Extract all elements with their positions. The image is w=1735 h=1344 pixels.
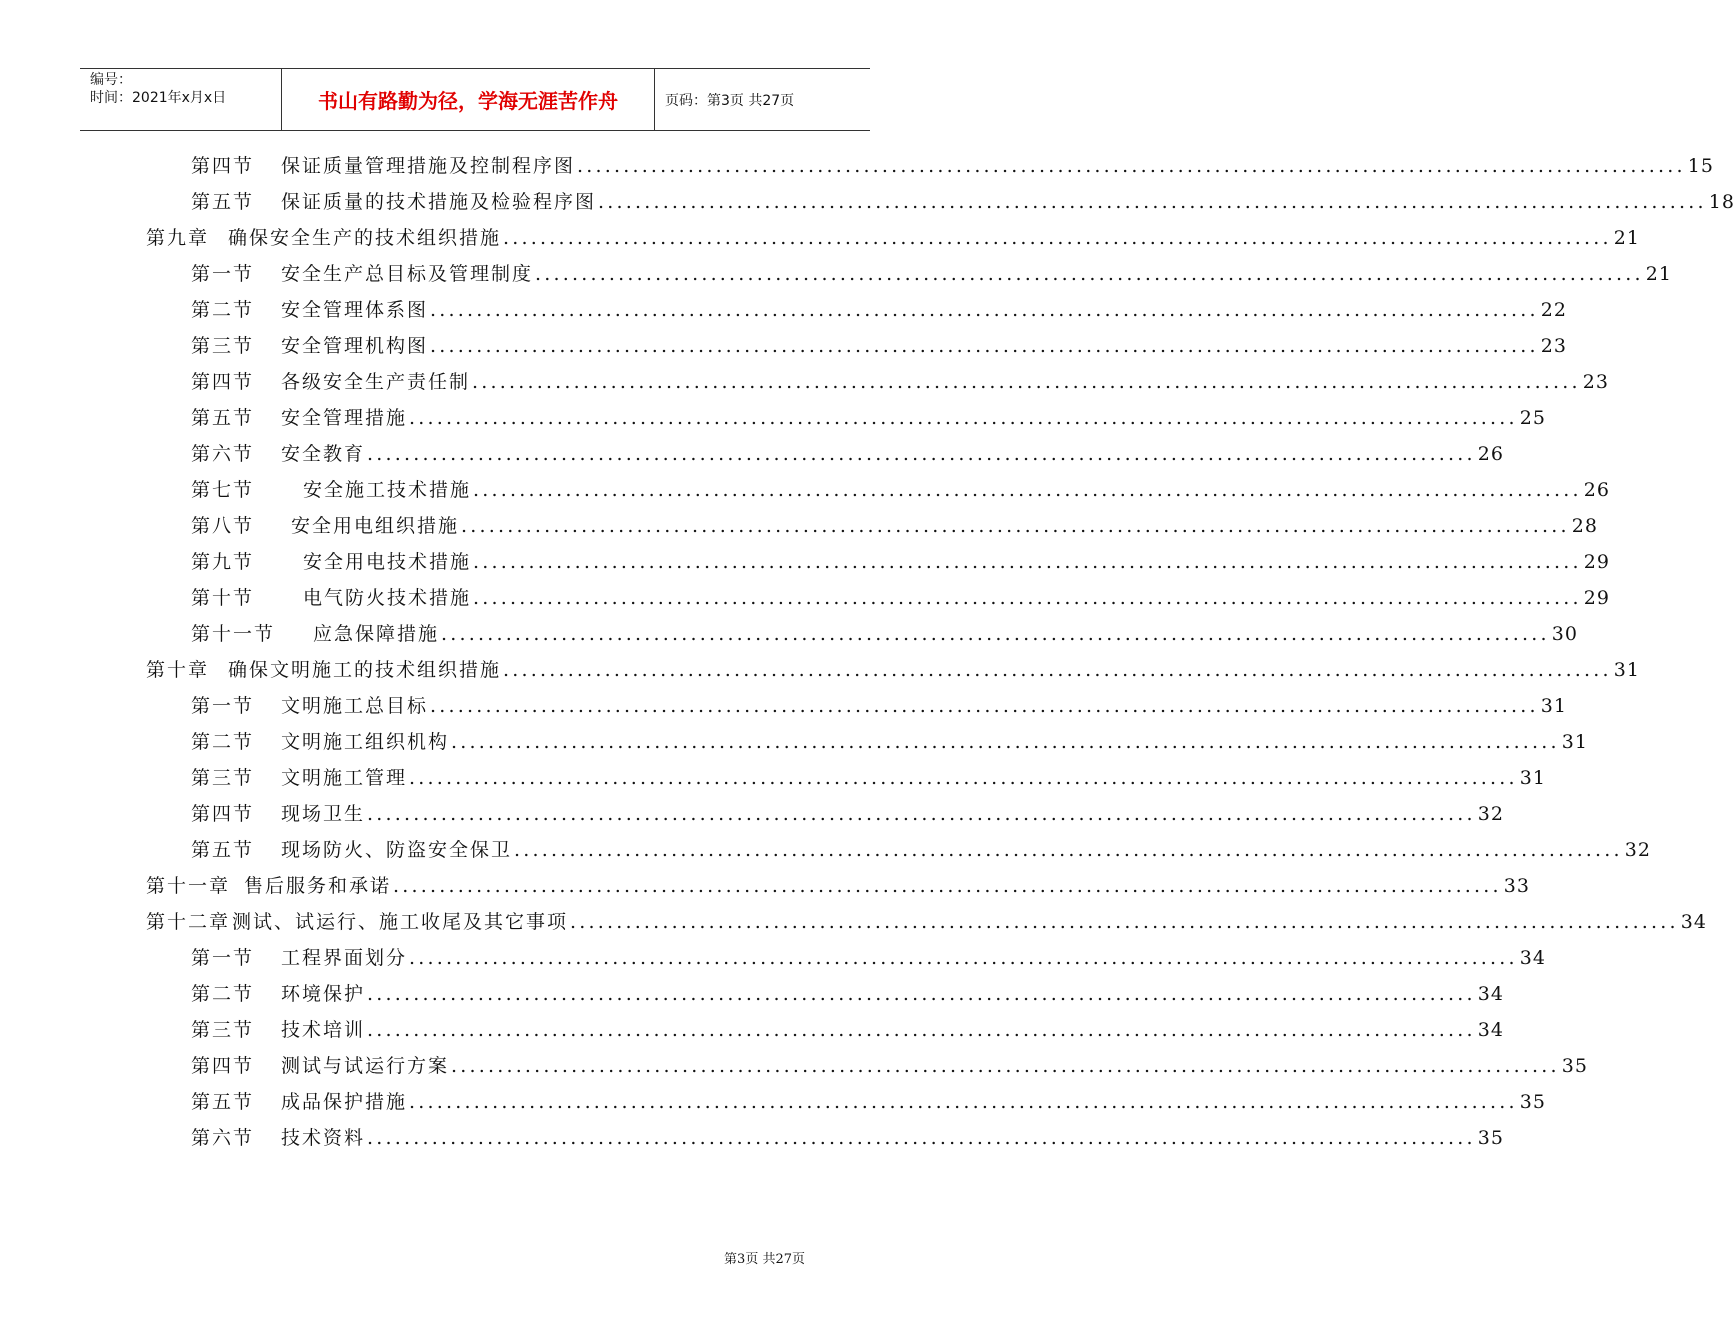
- toc-entry-title: 环境保护: [281, 983, 366, 1005]
- toc-entry-title: 应急保障措施: [313, 623, 440, 645]
- toc-entry[interactable]: [191, 976, 1504, 1012]
- toc-entry-title: 安全教育: [281, 443, 366, 465]
- toc-entry[interactable]: [191, 724, 1588, 760]
- toc-entry-title: 确保文明施工的技术组织措施: [228, 659, 502, 681]
- toc-entry-page: 29: [1583, 551, 1610, 573]
- toc-entry-title: 现场防火、防盗安全保卫: [281, 839, 513, 861]
- toc-leader-dots: ........................................................................................................................: [367, 1127, 1476, 1149]
- toc-leader-dots: ........................................................................................................................: [430, 695, 1539, 717]
- toc-leader-dots: ........................................................................................................................: [473, 551, 1582, 573]
- toc-entry-prefix: 第十一节: [191, 623, 276, 645]
- toc-leader-dots: ........................................................................................................................: [367, 1019, 1476, 1041]
- toc-entry-prefix: 第十章: [146, 659, 210, 681]
- toc-leader-dots: ........................................................................................................................: [598, 191, 1707, 213]
- toc-entry-page: 18: [1708, 191, 1735, 213]
- toc-entry-page: 34: [1680, 911, 1707, 933]
- toc-entry-title: 文明施工总目标: [281, 695, 429, 717]
- toc-entry-page: 31: [1561, 731, 1588, 753]
- toc-entry-prefix: 第五节: [191, 839, 255, 861]
- toc-entry[interactable]: [191, 1048, 1588, 1084]
- toc-entry-title: 安全管理机构图: [281, 335, 429, 357]
- toc-entry[interactable]: [191, 328, 1567, 364]
- toc-entry-title: 工程界面划分: [281, 947, 408, 969]
- toc-entry-title: 保证质量的技术措施及检验程序图: [281, 191, 597, 213]
- toc-entry-prefix: 第六节: [191, 443, 255, 465]
- toc-entry-title: 保证质量管理措施及控制程序图: [281, 155, 576, 177]
- toc-entry-prefix: 第十二章: [146, 911, 231, 933]
- toc-entry-page: 35: [1519, 1091, 1546, 1113]
- toc-entry-title: 安全用电组织措施: [291, 515, 460, 537]
- toc-entry-title: 文明施工组织机构: [281, 731, 450, 753]
- toc-entry-prefix: 第一节: [191, 947, 255, 969]
- toc-entry[interactable]: [191, 616, 1578, 652]
- toc-leader-dots: ........................................................................................................................: [367, 803, 1476, 825]
- toc-entry-page: 32: [1624, 839, 1651, 861]
- toc-entry-page: 15: [1687, 155, 1714, 177]
- toc-entry-title: 各级安全生产责任制: [281, 371, 471, 393]
- toc-entry-page: 25: [1519, 407, 1546, 429]
- toc-entry[interactable]: [191, 508, 1598, 544]
- toc-entry-prefix: 第三节: [191, 767, 255, 789]
- toc-entry[interactable]: [146, 652, 1640, 688]
- toc-entry-title: 安全用电技术措施: [303, 551, 472, 573]
- toc-entry[interactable]: [191, 940, 1546, 976]
- toc-entry-page: 31: [1519, 767, 1546, 789]
- toc-leader-dots: ........................................................................................................................: [409, 947, 1518, 969]
- toc-entry-page: 34: [1519, 947, 1546, 969]
- toc-entry[interactable]: [146, 868, 1530, 904]
- toc-entry-prefix: 第五节: [191, 1091, 255, 1113]
- toc-entry-title: 技术培训: [281, 1019, 366, 1041]
- toc-entry-page: 34: [1477, 983, 1504, 1005]
- toc-entry-prefix: 第一节: [191, 263, 255, 285]
- toc-entry-title: 安全施工技术措施: [303, 479, 472, 501]
- toc-entry-page: 26: [1477, 443, 1504, 465]
- toc-entry-page: 26: [1583, 479, 1610, 501]
- toc-entry-title: 电气防火技术措施: [303, 587, 472, 609]
- toc-entry-page: 21: [1613, 227, 1640, 249]
- toc-entry[interactable]: [146, 904, 1707, 940]
- toc-leader-dots: ........................................................................................................................: [503, 227, 1612, 249]
- toc-entry[interactable]: [191, 760, 1546, 796]
- toc-leader-dots: ........................................................................................................................: [409, 407, 1518, 429]
- toc-entry-prefix: 第二节: [191, 731, 255, 753]
- toc-leader-dots: ........................................................................................................................: [577, 155, 1686, 177]
- toc-entry-page: 31: [1540, 695, 1567, 717]
- toc-entry[interactable]: [191, 580, 1610, 616]
- toc-entry[interactable]: [191, 400, 1546, 436]
- toc-entry-prefix: 第八节: [191, 515, 255, 537]
- toc-entry[interactable]: [191, 688, 1567, 724]
- header-meta: [80, 69, 282, 130]
- toc-entry-prefix: 第二节: [191, 299, 255, 321]
- toc-leader-dots: ........................................................................................................................: [441, 623, 1550, 645]
- toc-entry-page: 35: [1477, 1127, 1504, 1149]
- toc-entry-prefix: 第一节: [191, 695, 255, 717]
- toc-entry-title: 文明施工管理: [281, 767, 408, 789]
- toc-leader-dots: ........................................................................................................................: [430, 299, 1539, 321]
- toc-entry-prefix: 第四节: [191, 803, 255, 825]
- toc-entry-title: 测试、试运行、施工收尾及其它事项: [232, 911, 569, 933]
- toc-entry[interactable]: [191, 436, 1504, 472]
- toc-leader-dots: ........................................................................................................................: [451, 731, 1560, 753]
- toc-entry-prefix: 第四节: [191, 1055, 255, 1077]
- toc-entry-page: 23: [1540, 335, 1567, 357]
- serial-label: 编号：: [90, 72, 132, 88]
- toc-entry-prefix: 第十一章: [146, 875, 231, 897]
- toc-entry-title: 售后服务和承诺: [244, 875, 392, 897]
- toc-entry-prefix: 第三节: [191, 335, 255, 357]
- toc-leader-dots: ........................................................................................................................: [472, 371, 1581, 393]
- toc-entry-prefix: 第六节: [191, 1127, 255, 1149]
- toc-leader-dots: ........................................................................................................................: [409, 1091, 1518, 1113]
- toc-entry-prefix: 第三节: [191, 1019, 255, 1041]
- toc-entry-prefix: 第九节: [191, 551, 255, 573]
- toc-entry-prefix: 第五节: [191, 407, 255, 429]
- toc-entry-page: 28: [1571, 515, 1598, 537]
- toc-entry[interactable]: [191, 832, 1651, 868]
- toc-entry-page: 32: [1477, 803, 1504, 825]
- toc-entry[interactable]: [191, 292, 1567, 328]
- toc-leader-dots: ........................................................................................................................: [514, 839, 1623, 861]
- toc-entry-page: 33: [1503, 875, 1530, 897]
- toc-entry-title: 成品保护措施: [281, 1091, 408, 1113]
- toc-leader-dots: ........................................................................................................................: [430, 335, 1539, 357]
- toc-entry[interactable]: [191, 184, 1735, 220]
- toc-entry-prefix: 第二节: [191, 983, 255, 1005]
- page-header: [80, 68, 870, 131]
- toc-entry-prefix: 第七节: [191, 479, 255, 501]
- toc-entry[interactable]: [191, 544, 1610, 580]
- toc-entry-prefix: 第四节: [191, 155, 255, 177]
- toc-entry[interactable]: [191, 796, 1504, 832]
- toc-entry-title: 安全管理措施: [281, 407, 408, 429]
- toc-entry[interactable]: [191, 1084, 1546, 1120]
- toc-entry[interactable]: [191, 148, 1714, 184]
- toc-entry-page: 22: [1540, 299, 1567, 321]
- toc-leader-dots: ........................................................................................................................: [570, 911, 1679, 933]
- toc-leader-dots: ........................................................................................................................: [535, 263, 1644, 285]
- toc-leader-dots: ........................................................................................................................: [473, 587, 1582, 609]
- header-motto: 书山有路勤为径，学海无涯苦作舟: [282, 69, 655, 130]
- toc-entry-prefix: 第五节: [191, 191, 255, 213]
- toc-entry-page: 35: [1561, 1055, 1588, 1077]
- toc-entry[interactable]: [191, 472, 1610, 508]
- toc-entry-prefix: 第九章: [146, 227, 210, 249]
- toc-entry[interactable]: [191, 1120, 1504, 1156]
- toc-leader-dots: ........................................................................................................................: [367, 983, 1476, 1005]
- toc-leader-dots: ........................................................................................................................: [393, 875, 1502, 897]
- toc-entry[interactable]: [146, 220, 1640, 256]
- time-label: 时间：2021年x月x日: [90, 90, 227, 106]
- toc-entry-page: 23: [1582, 371, 1609, 393]
- toc-leader-dots: ........................................................................................................................: [473, 479, 1582, 501]
- toc-leader-dots: ........................................................................................................................: [367, 443, 1476, 465]
- toc-entry-title: 技术资料: [281, 1127, 366, 1149]
- toc-leader-dots: ........................................................................................................................: [503, 659, 1612, 681]
- toc-entry-page: 31: [1613, 659, 1640, 681]
- toc-leader-dots: ........................................................................................................................: [451, 1055, 1560, 1077]
- toc-entry[interactable]: [191, 364, 1609, 400]
- toc-entry-title: 安全管理体系图: [281, 299, 429, 321]
- toc-entry[interactable]: [191, 1012, 1504, 1048]
- toc-entry[interactable]: [191, 256, 1672, 292]
- toc-entry-title: 安全生产总目标及管理制度: [281, 263, 534, 285]
- toc-entry-title: 测试与试运行方案: [281, 1055, 450, 1077]
- toc-entry-prefix: 第四节: [191, 371, 255, 393]
- toc-entry-page: 29: [1583, 587, 1610, 609]
- toc-entry-title: 确保安全生产的技术组织措施: [228, 227, 502, 249]
- toc-entry-page: 21: [1645, 263, 1672, 285]
- toc-entry-page: 34: [1477, 1019, 1504, 1041]
- header-page-info: 页码：第3页 共27页: [665, 92, 795, 109]
- toc-entry-title: 现场卫生: [281, 803, 366, 825]
- toc-leader-dots: ........................................................................................................................: [409, 767, 1518, 789]
- toc-leader-dots: ........................................................................................................................: [461, 515, 1570, 537]
- page-footer: 第3页 共27页: [724, 1252, 805, 1267]
- toc-entry-prefix: 第十节: [191, 587, 255, 609]
- toc-entry-page: 30: [1551, 623, 1578, 645]
